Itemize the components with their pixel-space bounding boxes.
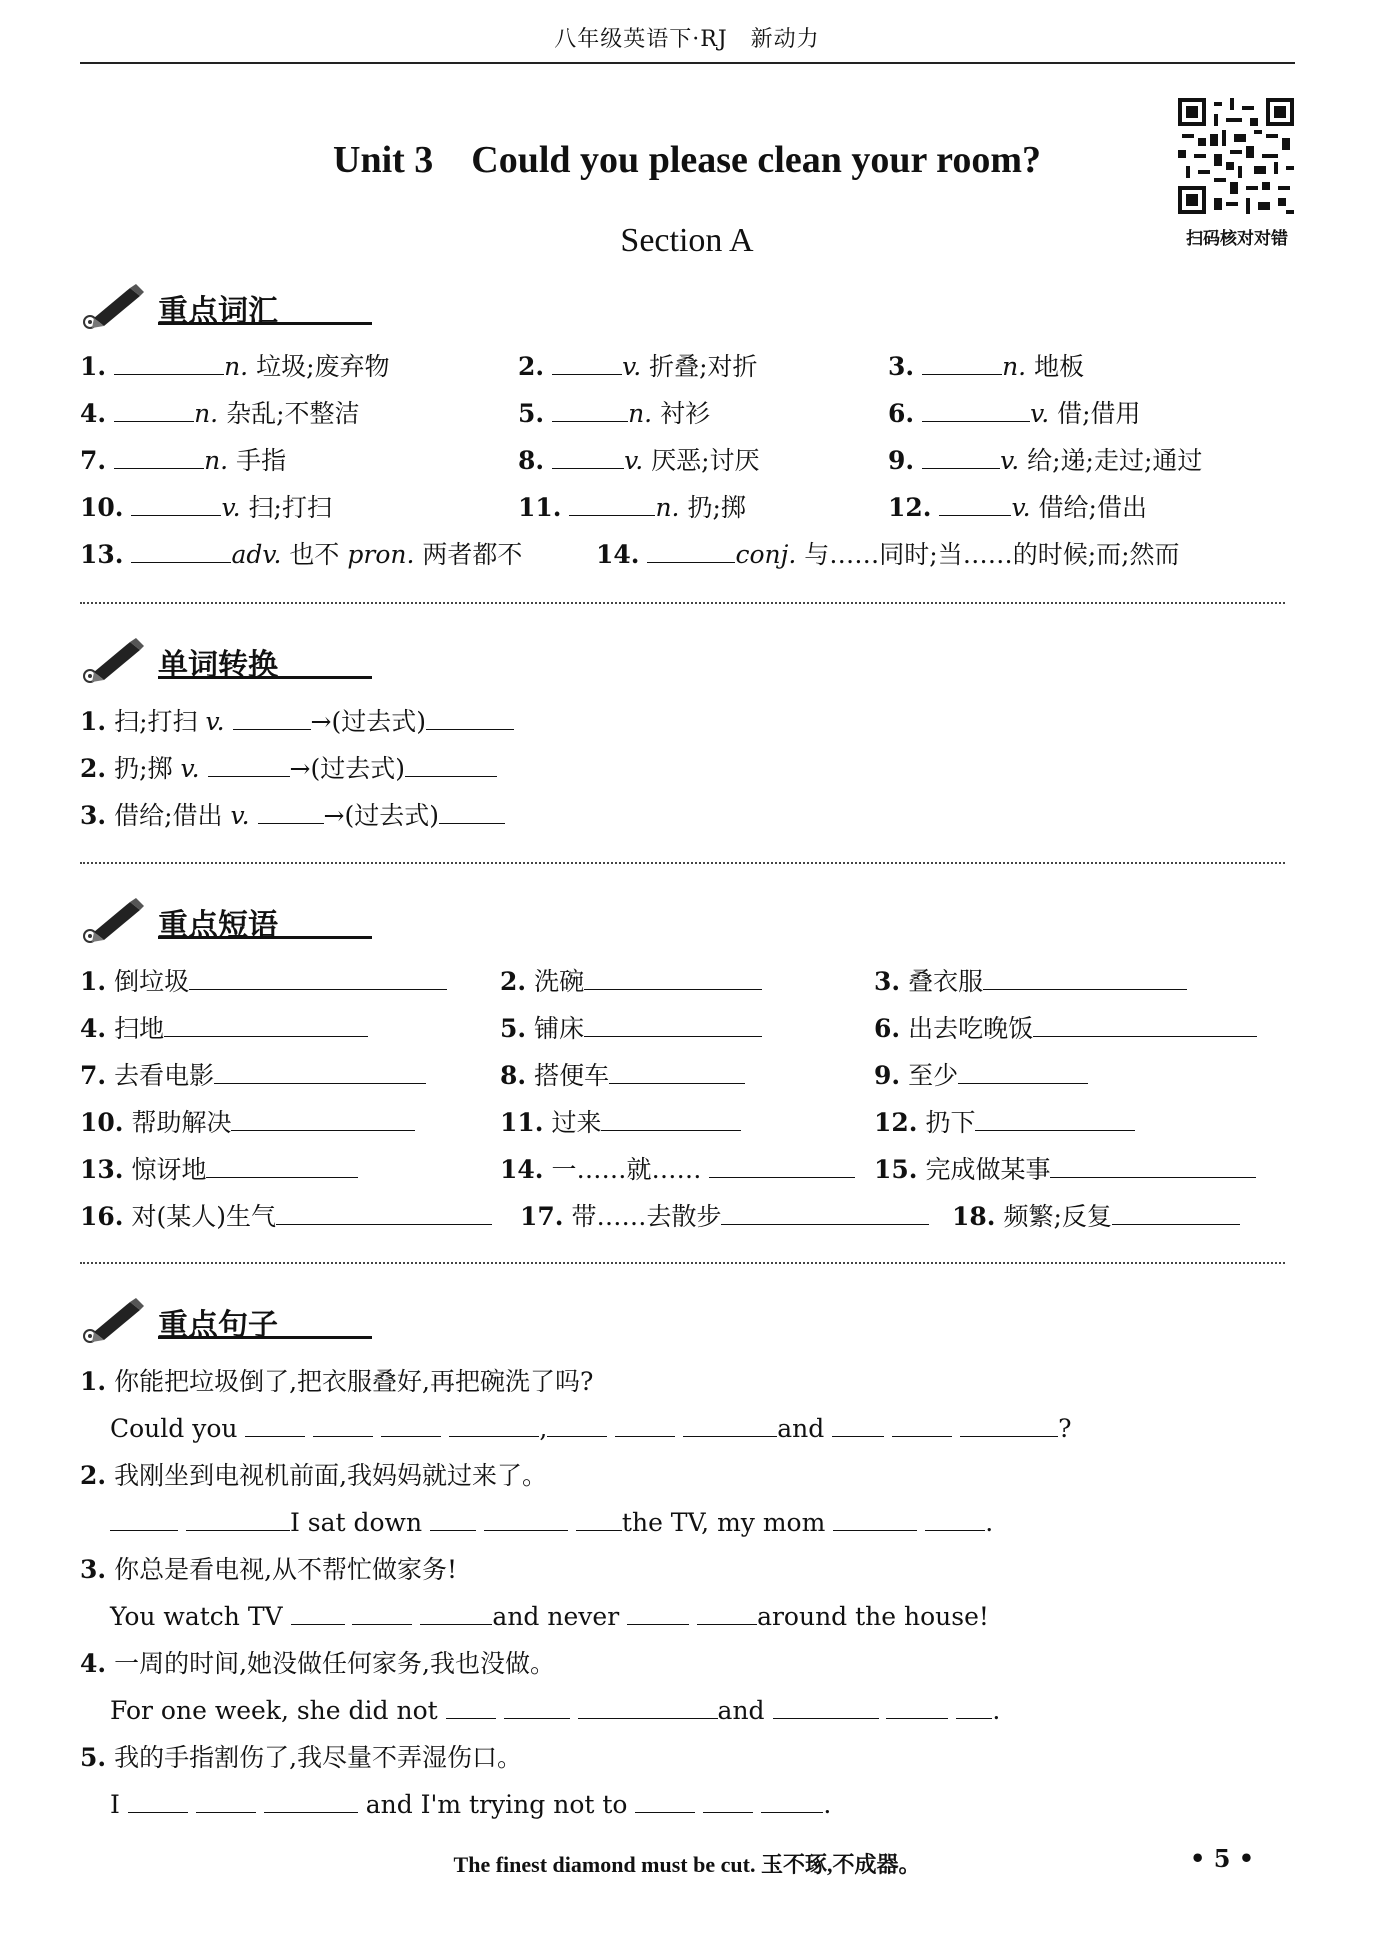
- vocab-item-9: 9. v. 给;递;走过;通过: [888, 446, 1203, 475]
- answer-blank[interactable]: [939, 493, 1011, 516]
- vocab-item-8: 8. v. 厌恶;讨厌: [518, 446, 760, 475]
- dotted-divider: [80, 862, 1285, 864]
- section-underline: [158, 1336, 372, 1339]
- answer-blank[interactable]: [615, 1414, 675, 1437]
- vocab-item-11: 11. n. 扔;掷: [518, 493, 746, 522]
- sentence-en-5: I and I'm trying not to .: [110, 1790, 832, 1819]
- phrase-item-18: 18. 频繁;反复: [952, 1200, 1240, 1234]
- phrase-item-5: 5. 铺床: [500, 1012, 762, 1046]
- section-header-sentences: [80, 1296, 400, 1344]
- answer-blank[interactable]: [1112, 1202, 1240, 1225]
- vocab-item-5: 5. n. 衬衫: [518, 399, 711, 428]
- answer-blank[interactable]: [922, 399, 1030, 422]
- phrase-item-11: 11. 过来: [500, 1106, 741, 1140]
- answer-blank[interactable]: [114, 352, 224, 375]
- pencil-icon: [80, 282, 150, 330]
- vocab-item-14: 14. conj. 与……同时;当……的时候;而;然而: [596, 540, 1180, 569]
- answer-blank[interactable]: [552, 399, 628, 422]
- answer-blank[interactable]: [773, 1696, 879, 1719]
- vocab-item-7: 7. n. 手指: [80, 446, 287, 475]
- answer-blank[interactable]: [832, 1414, 884, 1437]
- answer-blank[interactable]: [956, 1696, 992, 1719]
- answer-blank[interactable]: [721, 1202, 929, 1225]
- answer-blank[interactable]: [552, 352, 622, 375]
- answer-blank[interactable]: [709, 1155, 855, 1178]
- answer-blank[interactable]: [114, 399, 194, 422]
- answer-blank[interactable]: [131, 493, 221, 516]
- answer-blank[interactable]: [584, 967, 762, 990]
- answer-blank[interactable]: [958, 1061, 1088, 1084]
- phrase-item-16: 16. 对(某人)生气: [80, 1200, 492, 1234]
- dotted-divider: [80, 602, 1285, 604]
- page-number: • 5 •: [1190, 1844, 1255, 1873]
- answer-blank[interactable]: [291, 1602, 345, 1625]
- section-title-phrases: 重点短语: [158, 908, 278, 943]
- answer-blank[interactable]: [1050, 1155, 1256, 1178]
- phrase-item-4: 4. 扫地: [80, 1012, 368, 1046]
- answer-blank[interactable]: [245, 1414, 305, 1437]
- phrase-item-13: 13. 惊讶地: [80, 1153, 358, 1187]
- answer-blank[interactable]: [430, 1508, 476, 1531]
- transform-item-3: 3. 借给;借出 v. →(过去式): [80, 799, 505, 833]
- header-rule: [80, 62, 1295, 64]
- footer-quote: The finest diamond must be cut. 玉不琢,不成器。: [453, 1852, 921, 1877]
- section-title-sentences: 重点句子: [158, 1308, 278, 1343]
- answer-blank[interactable]: [552, 446, 624, 469]
- vocab-item-6: 6. v. 借;借用: [888, 399, 1141, 428]
- answer-blank[interactable]: [405, 754, 497, 777]
- answer-blank[interactable]: [925, 1508, 985, 1531]
- answer-blank[interactable]: [697, 1602, 757, 1625]
- answer-blank[interactable]: [114, 446, 204, 469]
- answer-blank[interactable]: [983, 967, 1187, 990]
- answer-blank[interactable]: [892, 1414, 952, 1437]
- section-underline: [158, 676, 372, 679]
- answer-blank[interactable]: [922, 446, 1000, 469]
- answer-blank[interactable]: [449, 1414, 539, 1437]
- section-header-transform: [80, 636, 400, 684]
- vocab-item-3: 3. n. 地板: [888, 352, 1085, 381]
- sentence-en-2: I sat down the TV, my mom .: [110, 1506, 993, 1540]
- answer-blank[interactable]: [110, 1508, 178, 1531]
- pencil-icon: [80, 636, 150, 684]
- answer-blank[interactable]: [231, 1108, 415, 1131]
- answer-blank[interactable]: [484, 1508, 568, 1531]
- answer-blank[interactable]: [1033, 1014, 1257, 1037]
- answer-blank[interactable]: [609, 1061, 745, 1084]
- answer-blank[interactable]: [975, 1108, 1135, 1131]
- qr-caption: 扫码核对对错: [1186, 229, 1288, 249]
- answer-blank[interactable]: [922, 352, 1002, 375]
- answer-blank[interactable]: [276, 1202, 492, 1225]
- page-title: Unit 3 Could you please clean your room?: [333, 139, 1041, 181]
- answer-blank[interactable]: [833, 1508, 917, 1531]
- vocab-item-12: 12. v. 借给;借出: [888, 493, 1147, 522]
- answer-blank[interactable]: [647, 540, 735, 563]
- answer-blank[interactable]: [578, 1696, 718, 1719]
- answer-blank[interactable]: [703, 1790, 753, 1813]
- phrase-item-12: 12. 扔下: [874, 1106, 1135, 1140]
- sentence-cn-4: 4. 一周的时间,她没做任何家务,我也没做。: [80, 1649, 555, 1678]
- section-header-phrases: [80, 896, 400, 944]
- answer-blank[interactable]: [683, 1414, 777, 1437]
- vocab-item-2: 2. v. 折叠;对折: [518, 352, 758, 381]
- phrase-item-6: 6. 出去吃晚饭: [874, 1012, 1257, 1046]
- answer-blank[interactable]: [131, 540, 231, 563]
- sentence-en-1: Could you , and ?: [110, 1414, 1072, 1443]
- qr-code-icon[interactable]: [1178, 98, 1294, 214]
- answer-blank[interactable]: [381, 1414, 441, 1437]
- answer-blank[interactable]: [352, 1602, 412, 1625]
- answer-blank[interactable]: [426, 707, 514, 730]
- answer-blank[interactable]: [233, 707, 311, 730]
- phrase-item-15: 15. 完成做某事: [874, 1153, 1256, 1187]
- answer-blank[interactable]: [569, 493, 655, 516]
- answer-blank[interactable]: [186, 1508, 290, 1531]
- phrase-item-2: 2. 洗碗: [500, 965, 762, 999]
- answer-blank[interactable]: [189, 967, 447, 990]
- answer-blank[interactable]: [264, 1790, 358, 1813]
- answer-blank[interactable]: [208, 754, 290, 777]
- answer-blank[interactable]: [214, 1061, 426, 1084]
- section-title-vocab: 重点词汇: [158, 294, 278, 329]
- phrase-item-7: 7. 去看电影: [80, 1059, 426, 1093]
- dotted-divider: [80, 1262, 1285, 1264]
- vocab-item-4: 4. n. 杂乱;不整洁: [80, 399, 360, 428]
- answer-blank[interactable]: [128, 1790, 188, 1813]
- phrase-item-17: 17. 带……去散步: [520, 1200, 929, 1234]
- answer-blank[interactable]: [196, 1790, 256, 1813]
- answer-blank[interactable]: [584, 1014, 762, 1037]
- sentence-cn-3: 3. 你总是看电视,从不帮忙做家务!: [80, 1555, 458, 1584]
- answer-blank[interactable]: [886, 1696, 948, 1719]
- answer-blank[interactable]: [547, 1414, 607, 1437]
- answer-blank[interactable]: [258, 801, 324, 824]
- sentence-cn-1: 1. 你能把垃圾倒了,把衣服叠好,再把碗洗了吗?: [80, 1367, 594, 1396]
- sentence-cn-2: 2. 我刚坐到电视机前面,我妈妈就过来了。: [80, 1461, 548, 1490]
- phrase-item-9: 9. 至少: [874, 1059, 1088, 1093]
- vocab-item-13: 13. adv. 也不 pron. 两者都不: [80, 540, 523, 569]
- answer-blank[interactable]: [439, 801, 505, 824]
- sentence-en-4: For one week, she did not and .: [110, 1696, 1001, 1725]
- answer-blank[interactable]: [576, 1508, 622, 1531]
- phrase-item-3: 3. 叠衣服: [874, 965, 1187, 999]
- transform-item-2: 2. 扔;掷 v. →(过去式): [80, 752, 497, 786]
- answer-blank[interactable]: [206, 1155, 358, 1178]
- section-underline: [158, 322, 372, 325]
- section-subtitle: Section A: [620, 222, 754, 259]
- section-underline: [158, 936, 372, 939]
- section-header-vocab: [80, 282, 400, 330]
- vocab-item-1: 1. n. 垃圾;废弃物: [80, 352, 390, 381]
- answer-blank[interactable]: [504, 1696, 570, 1719]
- section-title-transform: 单词转换: [158, 648, 278, 683]
- answer-blank[interactable]: [960, 1414, 1058, 1437]
- answer-blank[interactable]: [601, 1108, 741, 1131]
- transform-item-1: 1. 扫;打扫 v. →(过去式): [80, 705, 514, 739]
- sentence-en-3: You watch TV and never around the house!: [110, 1602, 989, 1631]
- sentence-cn-5: 5. 我的手指割伤了,我尽量不弄湿伤口。: [80, 1743, 523, 1772]
- pencil-icon: [80, 896, 150, 944]
- answer-blank[interactable]: [627, 1602, 689, 1625]
- answer-blank[interactable]: [635, 1790, 695, 1813]
- phrase-item-8: 8. 搭便车: [500, 1059, 745, 1093]
- phrase-item-10: 10. 帮助解决: [80, 1106, 415, 1140]
- phrase-item-1: 1. 倒垃圾: [80, 965, 447, 999]
- pencil-icon: [80, 1296, 150, 1344]
- phrase-item-14: 14. 一……就……: [500, 1153, 855, 1187]
- vocab-item-10: 10. v. 扫;打扫: [80, 493, 332, 522]
- answer-blank[interactable]: [313, 1414, 373, 1437]
- answer-blank[interactable]: [164, 1014, 368, 1037]
- running-header: 八年级英语下·RJ 新动力: [554, 27, 820, 52]
- answer-blank[interactable]: [761, 1790, 823, 1813]
- answer-blank[interactable]: [446, 1696, 496, 1719]
- answer-blank[interactable]: [420, 1602, 492, 1625]
